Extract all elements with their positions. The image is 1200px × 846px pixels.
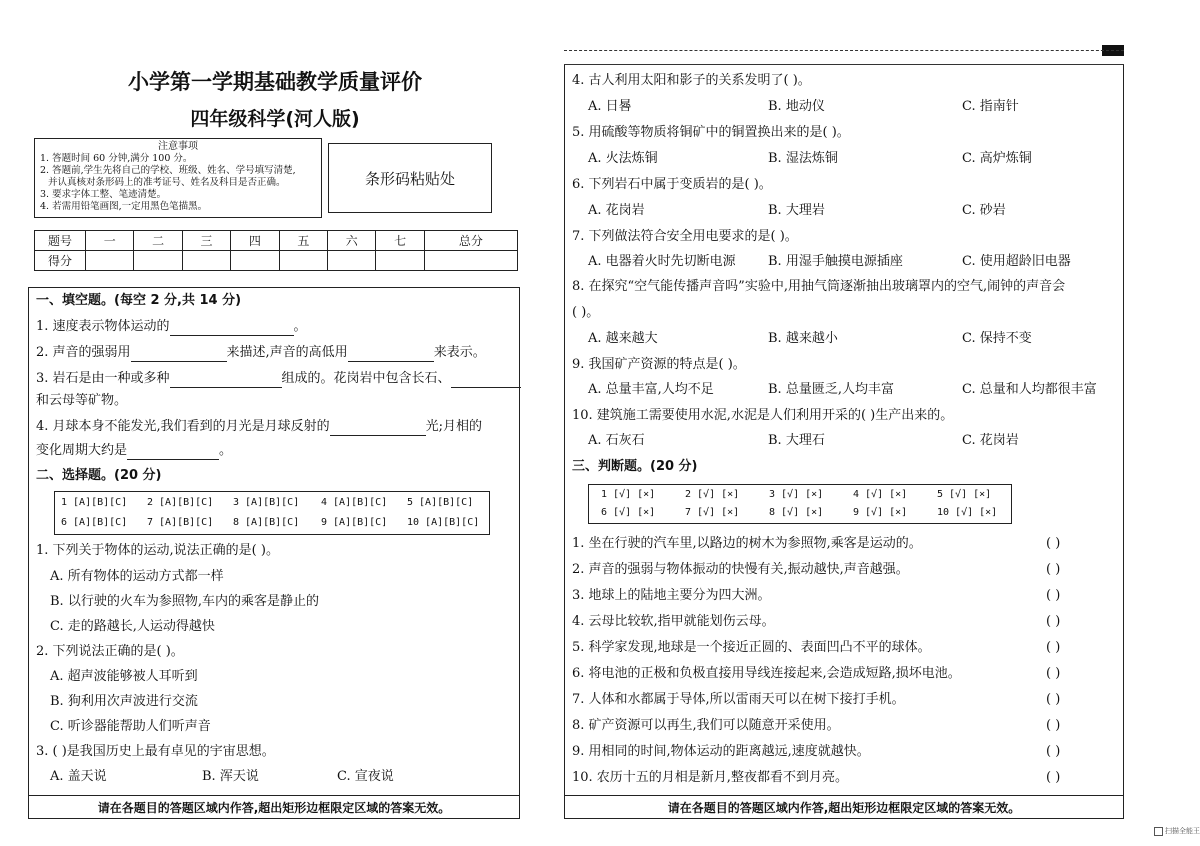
answer-blank[interactable]: [170, 373, 282, 388]
notice-box: [34, 138, 322, 218]
judge-question: 10. 农历十五的月相是新月,整夜都看不到月亮。: [572, 770, 848, 785]
choice-question-6: 6. 下列岩石中属于变质岩的是( )。: [572, 177, 772, 192]
notice-item: 2. 答题前,学生先将自己的学校、班级、姓名、学号填写清楚,: [40, 165, 296, 176]
judge-answer-paren[interactable]: ( ): [1046, 536, 1061, 551]
judge-question: 4. 云母比较软,指甲就能划伤云母。: [572, 614, 775, 629]
right-footer-note: 请在各题目的答题区域内作答,超出矩形边框限定区域的答案无效。: [667, 801, 1021, 815]
choice-option: B. 浑天说: [202, 769, 259, 784]
choice-option: C. 高炉炼铜: [962, 151, 1032, 166]
answer-bubble-group[interactable]: 1 [√] [×]: [601, 489, 656, 500]
choice-question-1: 1. 下列关于物体的运动,说法正确的是( )。: [36, 543, 279, 558]
scanner-logo-icon: [1154, 827, 1163, 836]
choice-option: A. 日晷: [588, 99, 632, 114]
answer-bubble-group[interactable]: 3 [A][B][C]: [233, 497, 300, 508]
score-header-cell: 三: [182, 231, 230, 251]
exam-title: 小学第一学期基础教学质量评价: [128, 70, 422, 94]
answer-bubble-group[interactable]: 5 [√] [×]: [937, 489, 992, 500]
judge-answer-paren[interactable]: ( ): [1046, 718, 1061, 733]
choice-option: A. 超声波能够被人耳听到: [50, 669, 198, 684]
section-fill-title: 一、填空题。(每空 2 分,共 14 分): [36, 293, 242, 308]
judge-answer-paren[interactable]: ( ): [1046, 640, 1061, 655]
choice-option: B. 大理石: [768, 433, 825, 448]
choice-question-2: 2. 下列说法正确的是( )。: [36, 644, 184, 659]
answer-blank[interactable]: [348, 347, 434, 362]
judge-question: 9. 用相同的时间,物体运动的距离越远,速度就越快。: [572, 744, 870, 759]
choice-option: A. 火法炼铜: [588, 151, 658, 166]
answer-bubble-group[interactable]: 9 [√] [×]: [853, 507, 908, 518]
answer-bubble-group[interactable]: 10 [A][B][C]: [407, 517, 480, 528]
score-cell[interactable]: [134, 251, 182, 271]
fill-question-3: 3. 岩石是由一种或多种 组成的。花岗岩中包含长石、: [36, 370, 521, 388]
choice-option: B. 总量匮乏,人均丰富: [768, 382, 894, 397]
score-header-cell: 六: [328, 231, 376, 251]
choice-option: A. 石灰石: [588, 433, 645, 448]
fill-question-4-cont: 变化周期大约是 。: [36, 443, 233, 458]
choice-option: C. 保持不变: [962, 331, 1032, 346]
choice-question-3: 3. ( )是我国历史上最有卓见的宇宙思想。: [36, 744, 275, 759]
score-cell[interactable]: [328, 251, 376, 271]
fill-question-2: 2. 声音的强弱用 来描述,声音的高低用 来表示。: [36, 345, 486, 360]
judge-question: 7. 人体和水都属于导体,所以雷雨天可以在树下接打手机。: [572, 692, 905, 707]
choice-option: C. 指南针: [962, 99, 1019, 114]
judge-question: 5. 科学家发现,地球是一个接近正圆的、表面凹凸不平的球体。: [572, 640, 931, 655]
answer-bubble-group[interactable]: 6 [√] [×]: [601, 507, 656, 518]
answer-bubble-group[interactable]: 10 [√] [×]: [937, 507, 998, 518]
judge-answer-paren[interactable]: ( ): [1046, 692, 1061, 707]
score-cell[interactable]: [182, 251, 230, 271]
score-header-cell: 五: [279, 231, 327, 251]
choice-option: C. 总量和人均都很丰富: [962, 382, 1097, 397]
judge-answer-paren[interactable]: ( ): [1046, 614, 1061, 629]
score-cell[interactable]: [376, 251, 424, 271]
notice-title: 注意事项: [158, 141, 198, 152]
score-row-label: 得分: [35, 251, 86, 271]
answer-bubble-group[interactable]: 2 [√] [×]: [685, 489, 740, 500]
answer-blank[interactable]: [330, 421, 426, 436]
choice-question-8-cont: ( )。: [572, 305, 600, 320]
score-header-cell: 一: [86, 231, 134, 251]
section-judge-title: 三、判断题。(20 分): [572, 459, 698, 474]
choice-question-8: 8. 在探究“空气能传播声音吗”实验中,用抽气筒逐渐抽出玻璃罩内的空气,闹钟的声音会: [572, 279, 1066, 294]
choice-option: B. 以行驶的火车为参照物,车内的乘客是静止的: [50, 594, 319, 609]
answer-bubble-group[interactable]: 5 [A][B][C]: [407, 497, 474, 508]
score-cell[interactable]: [231, 251, 279, 271]
exam-subtitle: 四年级科学(河人版): [190, 108, 360, 130]
choice-option: B. 用湿手触摸电源插座: [768, 254, 903, 269]
choice-question-10: 10. 建筑施工需要使用水泥,水泥是人们利用开采的( )生产出来的。: [572, 408, 954, 423]
score-header-cell: 七: [376, 231, 424, 251]
choice-question-7: 7. 下列做法符合安全用电要求的是( )。: [572, 229, 798, 244]
answer-bubble-group[interactable]: 8 [√] [×]: [769, 507, 824, 518]
choice-question-5: 5. 用硫酸等物质将铜矿中的铜置换出来的是( )。: [572, 125, 850, 140]
choice-option: C. 听诊器能帮助人们听声音: [50, 719, 211, 734]
choice-option: B. 越来越小: [768, 331, 838, 346]
answer-blank[interactable]: [170, 321, 294, 336]
judge-answer-paren[interactable]: ( ): [1046, 588, 1061, 603]
judge-answer-paren[interactable]: ( ): [1046, 666, 1061, 681]
choice-option: A. 花岗岩: [588, 203, 645, 218]
judge-question: 1. 坐在行驶的汽车里,以路边的树木为参照物,乘客是运动的。: [572, 536, 922, 551]
choice-option: A. 越来越大: [588, 331, 658, 346]
choice-option: C. 使用超龄旧电器: [962, 254, 1071, 269]
score-header-cell: 二: [134, 231, 182, 251]
fill-question-4: 4. 月球本身不能发光,我们看到的月光是月球反射的 光;月相的: [36, 419, 483, 434]
answer-bubble-group[interactable]: 4 [√] [×]: [853, 489, 908, 500]
answer-bubble-group[interactable]: 7 [√] [×]: [685, 507, 740, 518]
left-footer-note: 请在各题目的答题区域内作答,超出矩形边框限定区域的答案无效。: [97, 801, 451, 815]
notice-item: 3. 要求字体工整、笔迹清楚。: [40, 189, 167, 200]
judge-answer-sheet: [588, 484, 1012, 524]
answer-bubble-group[interactable]: 6 [A][B][C]: [61, 517, 128, 528]
judge-answer-paren[interactable]: ( ): [1046, 562, 1061, 577]
section-choice-title: 二、选择题。(20 分): [36, 468, 162, 483]
judge-question: 2. 声音的强弱与物体振动的快慢有关,振动越快,声音越强。: [572, 562, 909, 577]
choice-option: B. 狗利用次声波进行交流: [50, 694, 198, 709]
score-header-cell: 题号: [35, 231, 86, 251]
answer-blank[interactable]: [131, 347, 227, 362]
judge-answer-paren[interactable]: ( ): [1046, 744, 1061, 759]
choice-answer-sheet: [54, 491, 490, 535]
choice-option: A. 所有物体的运动方式都一样: [50, 569, 224, 584]
choice-option: C. 花岗岩: [962, 433, 1019, 448]
judge-question: 8. 矿产资源可以再生,我们可以随意开采使用。: [572, 718, 840, 733]
answer-blank[interactable]: [451, 373, 521, 388]
choice-option: C. 走的路越长,人运动得越快: [50, 619, 215, 634]
footer-divider: [28, 795, 520, 796]
scanner-watermark: 扫描全能王: [1154, 826, 1200, 836]
score-header-cell: 总分: [424, 231, 517, 251]
choice-option: A. 电器着火时先切断电源: [588, 254, 736, 269]
answer-bubble-group[interactable]: 4 [A][B][C]: [321, 497, 388, 508]
answer-bubble-group[interactable]: 1 [A][B][C]: [61, 497, 128, 508]
answer-blank[interactable]: [127, 445, 219, 460]
notice-item: 并认真核对条形码上的准考证号、姓名及科目是否正确。: [48, 177, 286, 188]
score-cell[interactable]: [86, 251, 134, 271]
answer-bubble-group[interactable]: 3 [√] [×]: [769, 489, 824, 500]
choice-option: C. 宣夜说: [337, 769, 394, 784]
choice-question-4: 4. 古人利用太阳和影子的关系发明了( )。: [572, 73, 811, 88]
choice-option: B. 湿法炼铜: [768, 151, 838, 166]
barcode-area: 条形码粘贴处: [328, 143, 492, 213]
notice-item: 1. 答题时间 60 分钟,满分 100 分。: [40, 153, 193, 164]
answer-bubble-group[interactable]: 9 [A][B][C]: [321, 517, 388, 528]
judge-question: 3. 地球上的陆地主要分为四大洲。: [572, 588, 771, 603]
answer-bubble-group[interactable]: 2 [A][B][C]: [147, 497, 214, 508]
answer-bubble-group[interactable]: 8 [A][B][C]: [233, 517, 300, 528]
choice-option: C. 砂岩: [962, 203, 1006, 218]
score-header-cell: 四: [231, 231, 279, 251]
choice-question-9: 9. 我国矿产资源的特点是( )。: [572, 357, 746, 372]
choice-option: A. 总量丰富,人均不足: [588, 382, 714, 397]
footer-divider: [564, 795, 1124, 796]
fill-question-1: 1. 速度表示物体运动的 。: [36, 319, 307, 334]
score-cell[interactable]: [279, 251, 327, 271]
choice-option: B. 大理岩: [768, 203, 825, 218]
notice-item: 4. 若需用铅笔画图,一定用黑色笔描黑。: [40, 201, 208, 212]
choice-option: B. 地动仪: [768, 99, 825, 114]
right-frame-top: [564, 64, 1124, 65]
judge-answer-paren[interactable]: ( ): [1046, 770, 1061, 785]
top-dashed-line: [564, 50, 1124, 52]
judge-question: 6. 将电池的正极和负极直接用导线连接起来,会造成短路,损坏电池。: [572, 666, 961, 681]
choice-option: A. 盖天说: [50, 769, 107, 784]
fill-question-3-cont: 和云母等矿物。: [36, 393, 128, 408]
answer-bubble-group[interactable]: 7 [A][B][C]: [147, 517, 214, 528]
score-cell[interactable]: [424, 251, 517, 271]
score-table: [34, 230, 518, 271]
